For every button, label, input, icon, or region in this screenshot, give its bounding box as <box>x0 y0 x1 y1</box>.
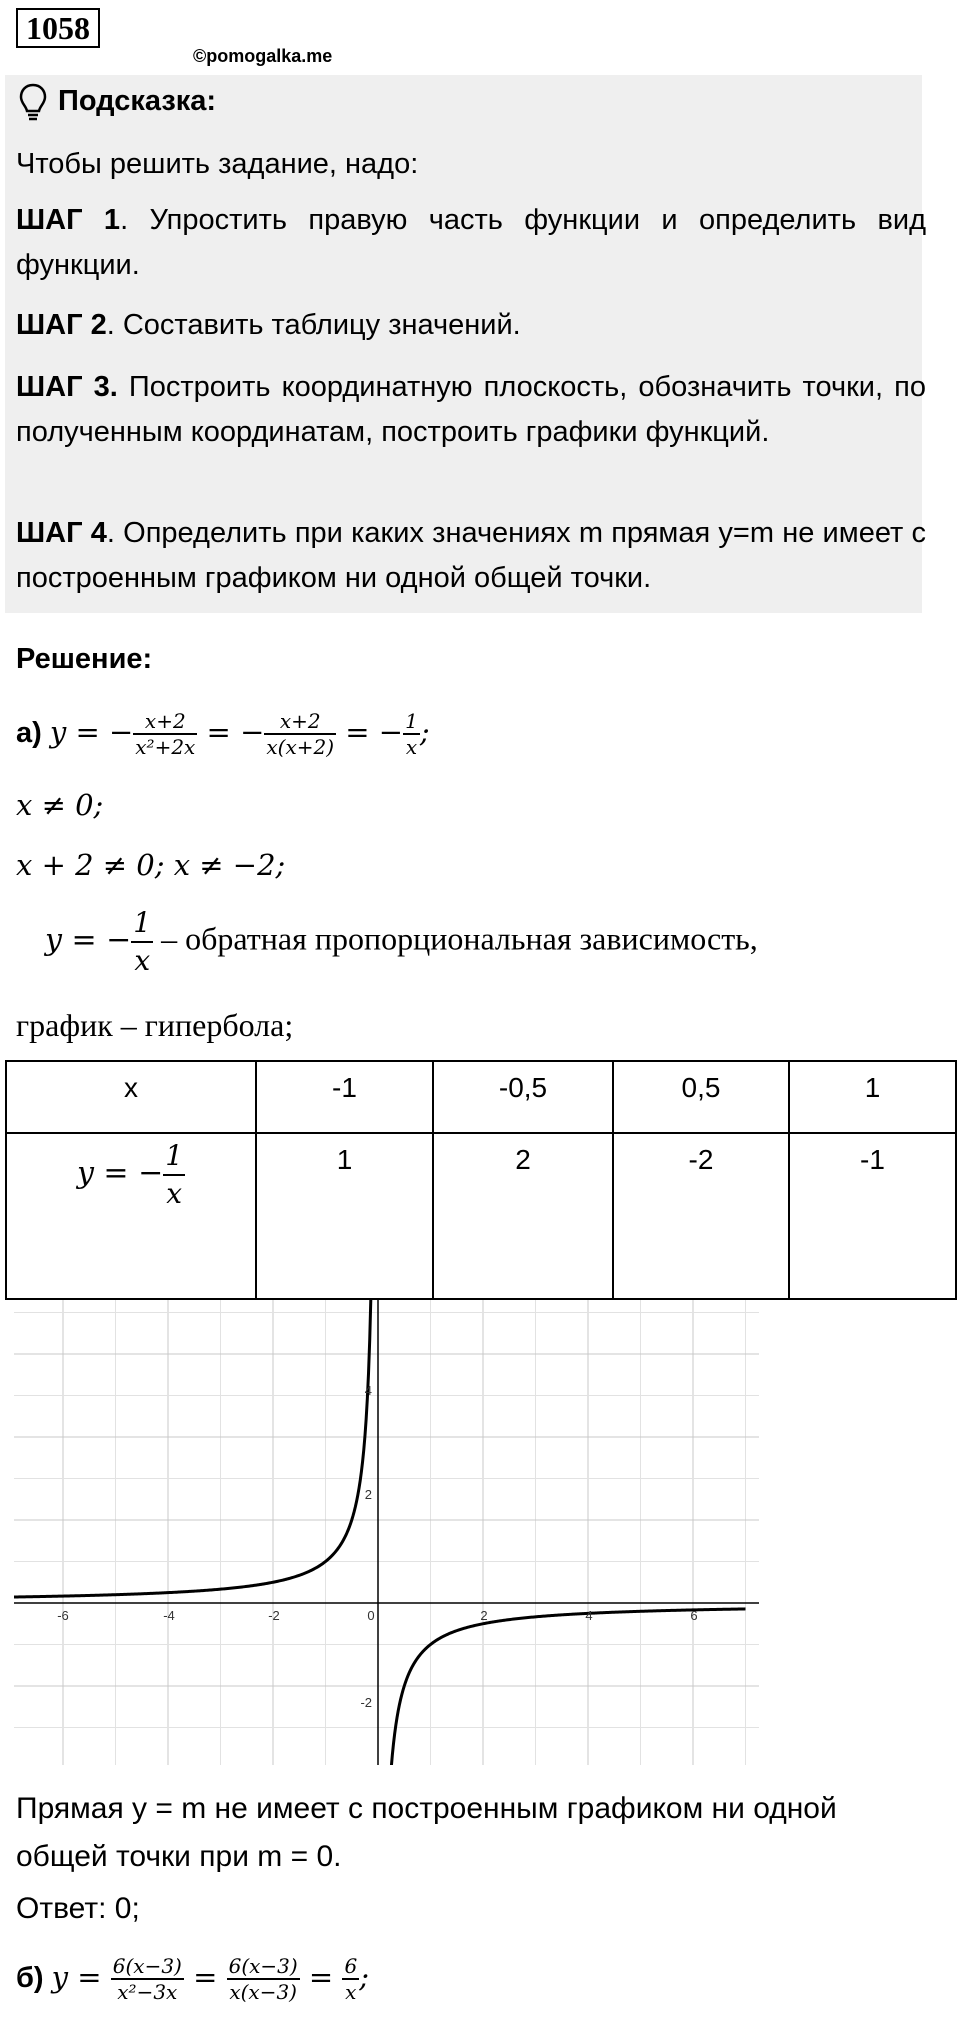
table-row <box>6 1133 956 1299</box>
hint-intro: Чтобы решить задание, надо: <box>16 148 419 180</box>
equation-a: а) y = − $\frac{x+2}{\text{x²+2x}}$ = − $\frac{x+2}{x(x+2)}$ = − $\frac{1}{x}$ ; <box>16 709 430 760</box>
equation-b: б) y = $\frac{6(x-3)}{\text{x²−3x}}$ = $\frac{6(x-3)}{x(x-3)}$ = $\frac{6}{x}$ ; <box>16 1954 369 2005</box>
step-label: ШАГ 2 <box>16 309 107 341</box>
hint-step-3 <box>16 365 926 455</box>
step-text: . Составить таблицу значений. <box>106 309 521 341</box>
function-description: y = − $\frac{1}{x}$ – обратная пропорциональная зависимость, <box>45 906 758 977</box>
table-cell: -2 <box>613 1133 789 1299</box>
fraction: $\frac{6}{x}$ <box>344 1954 358 2005</box>
x-tick-label: 2 <box>480 1608 488 1623</box>
fraction: $\frac{1}{x}$ <box>133 906 152 977</box>
step-text: . Определить при каких значениях m прямая y=m не имеет с построенным графиком ни одной общей точки. <box>16 517 926 594</box>
table-cell: -0,5 <box>433 1061 613 1133</box>
hyperbola-left-branch <box>14 1300 371 1597</box>
step-text: Построить координатную плоскость, обозначить точки, по полученным координатам, построить графики функций. <box>16 371 926 448</box>
table-row-label: y = − $\frac{1}{x}$ <box>6 1133 256 1299</box>
answer: Ответ: 0; <box>16 1892 140 1925</box>
table-cell: x <box>6 1061 256 1133</box>
condition-2: x + 2 ≠ 0; x ≠ −2; <box>16 848 286 882</box>
lightbulb-icon <box>18 82 48 122</box>
table-cell: 1 <box>789 1061 956 1133</box>
table-cell: 1 <box>256 1133 433 1299</box>
table-cell: 2 <box>433 1133 613 1299</box>
fraction: $\frac{x+2}{\text{x²+2x}}$ <box>135 709 196 760</box>
site-watermark: ©pomogalka.me <box>193 46 333 66</box>
y-tick-label: -2 <box>360 1695 372 1710</box>
part-a-label: а) <box>16 717 42 749</box>
fraction: $\frac{x+2}{x(x+2)}$ <box>266 709 335 760</box>
table-cell: -1 <box>789 1133 956 1299</box>
table-row <box>6 1061 956 1133</box>
x-tick-label: 4 <box>585 1608 593 1623</box>
x-tick-label: -4 <box>163 1608 175 1623</box>
hint-step-1 <box>16 198 926 288</box>
part-b-label: б) <box>16 1962 44 1994</box>
graph-type: график – гипербола; <box>16 1007 294 1043</box>
hyperbola-right-branch <box>391 1609 745 1765</box>
table-cell: -1 <box>256 1061 433 1133</box>
conclusion: Прямая y = m не имеет с построенным графиком ни одной общей точки при m = 0. <box>16 1792 837 1873</box>
x-tick-label: 0 <box>367 1608 375 1623</box>
hint-step-2 <box>16 303 926 348</box>
table-cell: 0,5 <box>613 1061 789 1133</box>
graph-grid <box>14 1300 759 1765</box>
hint-title: Подсказка: <box>58 85 217 117</box>
fraction: $\frac{1}{x}$ <box>405 709 418 760</box>
y-tick-label: 4 <box>364 1383 372 1398</box>
fraction: $\frac{6(x-3)}{\text{x²−3x}}$ <box>112 1954 182 2005</box>
x-tick-label: -6 <box>57 1608 69 1623</box>
hyperbola-graph <box>14 1300 759 1765</box>
eq-lhs: y = − <box>49 715 134 749</box>
task-number: 1058 <box>16 8 100 48</box>
condition-1: x ≠ 0; <box>16 788 104 822</box>
solution-heading: Решение: <box>16 643 153 675</box>
step-text: . Упростить правую часть функции и определить вид функции. <box>16 204 926 281</box>
x-tick-label: -2 <box>268 1608 280 1623</box>
step-label: ШАГ 4 <box>16 517 107 549</box>
values-table <box>5 1060 957 1300</box>
hint-step-4 <box>16 511 926 601</box>
fraction: $\frac{6(x-3)}{x(x-3)}$ <box>228 1954 298 2005</box>
y-tick-label: 2 <box>364 1487 372 1502</box>
step-label: ШАГ 1 <box>16 204 121 236</box>
x-tick-label: 6 <box>690 1608 698 1623</box>
step-label: ШАГ 3. <box>16 371 118 403</box>
